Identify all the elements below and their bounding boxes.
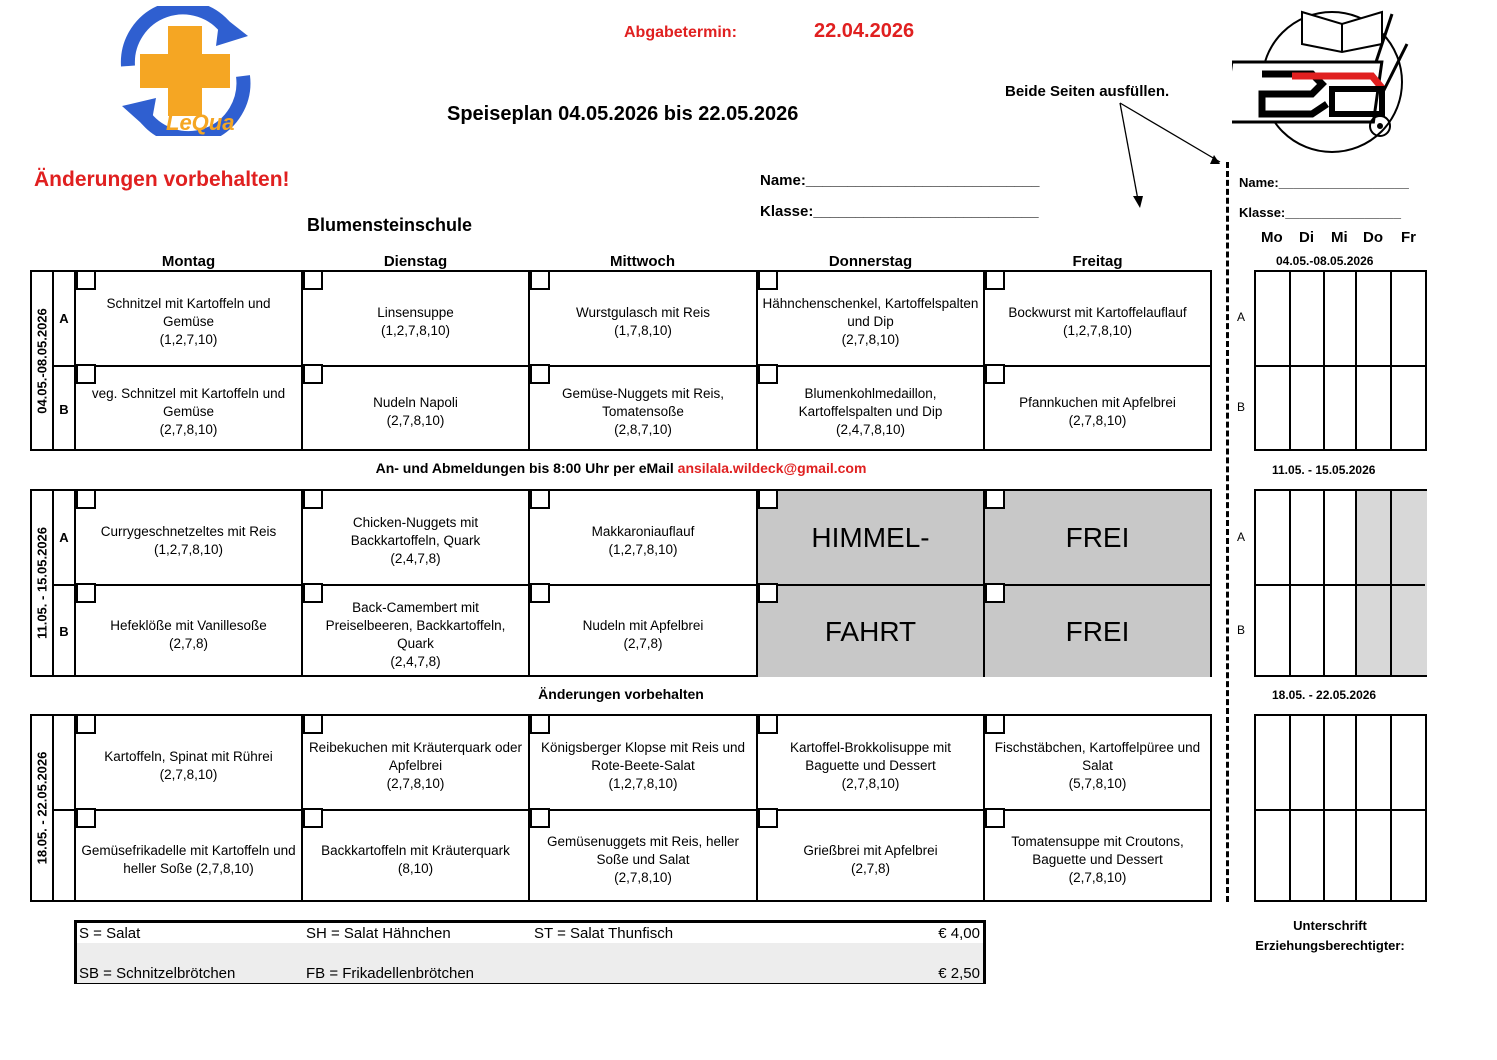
- meal-cell: Nudeln Napoli (2,7,8,10): [303, 365, 530, 451]
- right-row-letter: A: [1237, 530, 1246, 544]
- row-letter: B: [54, 365, 76, 451]
- holiday-cell: FREI: [985, 491, 1210, 584]
- row-letter: B: [54, 584, 76, 677]
- meal-cell: Hähnchenschenkel, Kartoffelspalten und Dip (2,7,8,10): [758, 272, 985, 365]
- meal-cell: Gemüsenuggets mit Reis, heller Soße und Salat (2,7,8,10): [530, 809, 758, 902]
- week-label: 04.05.-08.05.2026: [32, 272, 54, 449]
- day-abbr: Di: [1299, 229, 1314, 246]
- page-title: Speiseplan 04.05.2026 bis 22.05.2026: [447, 103, 799, 125]
- grid-col[interactable]: [1357, 716, 1392, 900]
- right-row-letter: A: [1237, 310, 1246, 324]
- day-header-thursday: Donnerstag: [828, 253, 913, 270]
- meal-cell: Hefeklöße mit Vanillesoße (2,7,8): [76, 584, 303, 677]
- meal-checkbox[interactable]: [530, 808, 550, 828]
- changes-reserved-heading: Änderungen vorbehalten!: [34, 168, 290, 191]
- meal-checkbox[interactable]: [530, 489, 550, 509]
- name-field[interactable]: Name:____________________________: [760, 172, 1040, 189]
- grid-col[interactable]: [1256, 272, 1291, 449]
- day-abbr: Fr: [1401, 229, 1416, 246]
- meal-checkbox[interactable]: [985, 364, 1005, 384]
- meal-checkbox[interactable]: [758, 270, 778, 290]
- grid-row-divider: [1256, 809, 1425, 811]
- meal-cell: Back-Camembert mit Preiselbeeren, Backkartoffeln, Quark (2,4,7,8): [303, 584, 530, 677]
- grid-col[interactable]: [1291, 272, 1325, 449]
- legend-row: SB = Schnitzelbrötchen FB = Frikadellenbrötchen € 2,50: [77, 963, 983, 983]
- signature-label: Unterschrift Erziehungsberechtigter:: [1255, 918, 1405, 953]
- meal-checkbox[interactable]: [530, 714, 550, 734]
- right-name-field[interactable]: Name:__________________: [1239, 175, 1409, 190]
- day-header-friday: Freitag: [1072, 253, 1123, 270]
- meal-checkbox[interactable]: [985, 489, 1005, 509]
- meal-cell: Makkaroniauflauf (1,2,7,8,10): [530, 491, 758, 584]
- holiday-cell: HIMMEL-: [758, 491, 985, 584]
- meal-cell: Grießbrei mit Apfelbrei (2,7,8): [758, 809, 985, 902]
- week-block-2: [30, 489, 1212, 677]
- day-abbr: Do: [1363, 229, 1383, 246]
- grid-row-divider: [1256, 365, 1425, 367]
- meal-checkbox[interactable]: [76, 489, 96, 509]
- meal-checkbox[interactable]: [758, 583, 778, 603]
- week-block-3: [30, 714, 1212, 902]
- day-header-monday: Montag: [161, 253, 216, 270]
- meal-checkbox[interactable]: [530, 583, 550, 603]
- school-logo: [1232, 4, 1428, 156]
- both-sides-note: Beide Seiten ausfüllen.: [1005, 83, 1170, 100]
- day-abbr: Mi: [1331, 229, 1348, 246]
- meal-checkbox[interactable]: [303, 270, 323, 290]
- meal-cell: Königsberger Klopse mit Reis und Rote-Beete-Salat (1,2,7,8,10): [530, 716, 758, 809]
- week-label: 18.05. - 22.05.2026: [32, 716, 54, 900]
- meal-checkbox[interactable]: [303, 489, 323, 509]
- meal-cell: Nudeln mit Apfelbrei (2,7,8): [530, 584, 758, 677]
- row-letter: [54, 809, 76, 902]
- holiday-cell: FREI: [985, 584, 1210, 677]
- right-row-letter: B: [1237, 400, 1246, 414]
- grid-col[interactable]: [1291, 716, 1325, 900]
- meal-cell: Gemüse-Nuggets mit Reis, Tomatensoße (2,8,7,10): [530, 365, 758, 451]
- meal-cell: Currygeschnetzeltes mit Reis (1,2,7,8,10): [76, 491, 303, 584]
- registration-note: An- und Abmeldungen bis 8:00 Uhr per eMail ansilala.wildeck@gmail.com: [375, 460, 867, 476]
- day-abbr: Mo: [1261, 229, 1283, 246]
- week-label: 11.05. - 15.05.2026: [32, 491, 54, 675]
- meal-cell: Gemüsefrikadelle mit Kartoffeln und heller Soße (2,7,8,10): [76, 809, 303, 902]
- grid-col[interactable]: [1325, 716, 1357, 900]
- meal-cell: Fischstäbchen, Kartoffelpüree und Salat (5,7,8,10): [994, 739, 1201, 791]
- meal-checkbox[interactable]: [76, 714, 96, 734]
- grid-col[interactable]: [1325, 272, 1357, 449]
- meal-checkbox[interactable]: [985, 583, 1005, 603]
- meal-checkbox[interactable]: [76, 808, 96, 828]
- deadline-date: 22.04.2026: [814, 20, 915, 42]
- meal-cell: Backkartoffeln mit Kräuterquark (8,10): [303, 809, 530, 902]
- legend-row: S = Salat SH = Salat Hähnchen ST = Salat Thunfisch € 4,00: [79, 925, 980, 942]
- changes-note: Änderungen vorbehalten: [538, 686, 704, 702]
- logo-text: LeQua: [166, 110, 235, 135]
- meal-checkbox[interactable]: [303, 364, 323, 384]
- right-grid-week-2: [1254, 489, 1427, 677]
- day-header-wednesday: Mittwoch: [610, 253, 675, 270]
- meal-checkbox[interactable]: [303, 808, 323, 828]
- lequa-logo: [108, 6, 263, 136]
- price-legend: [74, 920, 986, 984]
- meal-checkbox[interactable]: [530, 270, 550, 290]
- meal-cell: Bockwurst mit Kartoffelauflauf (1,2,7,8,10): [1008, 304, 1187, 338]
- meal-cell: veg. Schnitzel mit Kartoffeln und Gemüse (2,7,8,10): [76, 365, 303, 451]
- school-name: Blumensteinschule: [307, 215, 473, 235]
- right-week-label: 18.05. - 22.05.2026: [1272, 688, 1377, 702]
- contact-email[interactable]: ansilala.wildeck@gmail.com: [677, 460, 867, 476]
- meal-cell: Kartoffeln, Spinat mit Rührei (2,7,8,10): [76, 716, 303, 809]
- meal-cell: Linsensuppe (1,2,7,8,10): [303, 272, 530, 365]
- meal-checkbox[interactable]: [530, 364, 550, 384]
- right-row-letter: B: [1237, 623, 1246, 637]
- meal-cell: Wurstgulasch mit Reis (1,7,8,10): [530, 272, 758, 365]
- deadline-label: Abgabetermin:: [624, 24, 737, 41]
- grid-row-divider: [1256, 584, 1425, 586]
- grid-col[interactable]: [1357, 272, 1392, 449]
- cut-line: [1226, 162, 1229, 902]
- class-field[interactable]: Klasse:___________________________: [760, 203, 1039, 220]
- legend-row: [77, 943, 983, 963]
- meal-checkbox[interactable]: [985, 270, 1005, 290]
- meal-checkbox[interactable]: [758, 808, 778, 828]
- week-block-1: [30, 270, 1212, 451]
- grid-col[interactable]: [1325, 491, 1357, 675]
- grid-col[interactable]: [1256, 716, 1291, 900]
- day-header-tuesday: Dienstag: [383, 253, 448, 270]
- meal-checkbox[interactable]: [76, 364, 96, 384]
- meal-checkbox[interactable]: [758, 714, 778, 734]
- right-week-label: 11.05. - 15.05.2026: [1272, 463, 1376, 477]
- meal-checkbox[interactable]: [76, 583, 96, 603]
- row-letter: A: [54, 491, 76, 584]
- meal-cell: Kartoffel-Brokkolisuppe mit Baguette und Dessert (2,7,8,10): [758, 716, 985, 809]
- right-week-label: 04.05.-08.05.2026: [1276, 254, 1374, 268]
- meal-checkbox[interactable]: [758, 489, 778, 509]
- row-letter: A: [54, 272, 76, 365]
- grid-col: [1357, 491, 1392, 675]
- row-letter: [54, 716, 76, 809]
- meal-checkbox[interactable]: [985, 808, 1005, 828]
- meal-cell: Chicken-Nuggets mit Backkartoffeln, Quark (2,4,7,8): [303, 491, 530, 584]
- right-grid-week-1: [1254, 270, 1427, 451]
- meal-checkbox[interactable]: [76, 270, 96, 290]
- meal-cell: Blumenkohlmedaillon, Kartoffelspalten und Dip (2,4,7,8,10): [758, 365, 985, 451]
- grid-col[interactable]: [1256, 491, 1291, 675]
- right-class-field[interactable]: Klasse:________________: [1239, 205, 1401, 220]
- meal-checkbox[interactable]: [303, 583, 323, 603]
- holiday-cell: FAHRT: [758, 584, 985, 677]
- meal-cell: Tomatensuppe mit Croutons, Baguette und Dessert (2,7,8,10): [985, 809, 1210, 902]
- right-grid-week-3: [1254, 714, 1427, 902]
- meal-cell: Schnitzel mit Kartoffeln und Gemüse (1,2,7,10): [76, 272, 303, 365]
- meal-checkbox[interactable]: [985, 714, 1005, 734]
- meal-cell: Reibekuchen mit Kräuterquark oder Apfelbrei (2,7,8,10): [303, 716, 530, 809]
- meal-checkbox[interactable]: [303, 714, 323, 734]
- meal-cell: Pfannkuchen mit Apfelbrei (2,7,8,10): [985, 365, 1210, 451]
- meal-checkbox[interactable]: [758, 364, 778, 384]
- arrow-icon: [1110, 100, 1230, 215]
- grid-col[interactable]: [1291, 491, 1325, 675]
